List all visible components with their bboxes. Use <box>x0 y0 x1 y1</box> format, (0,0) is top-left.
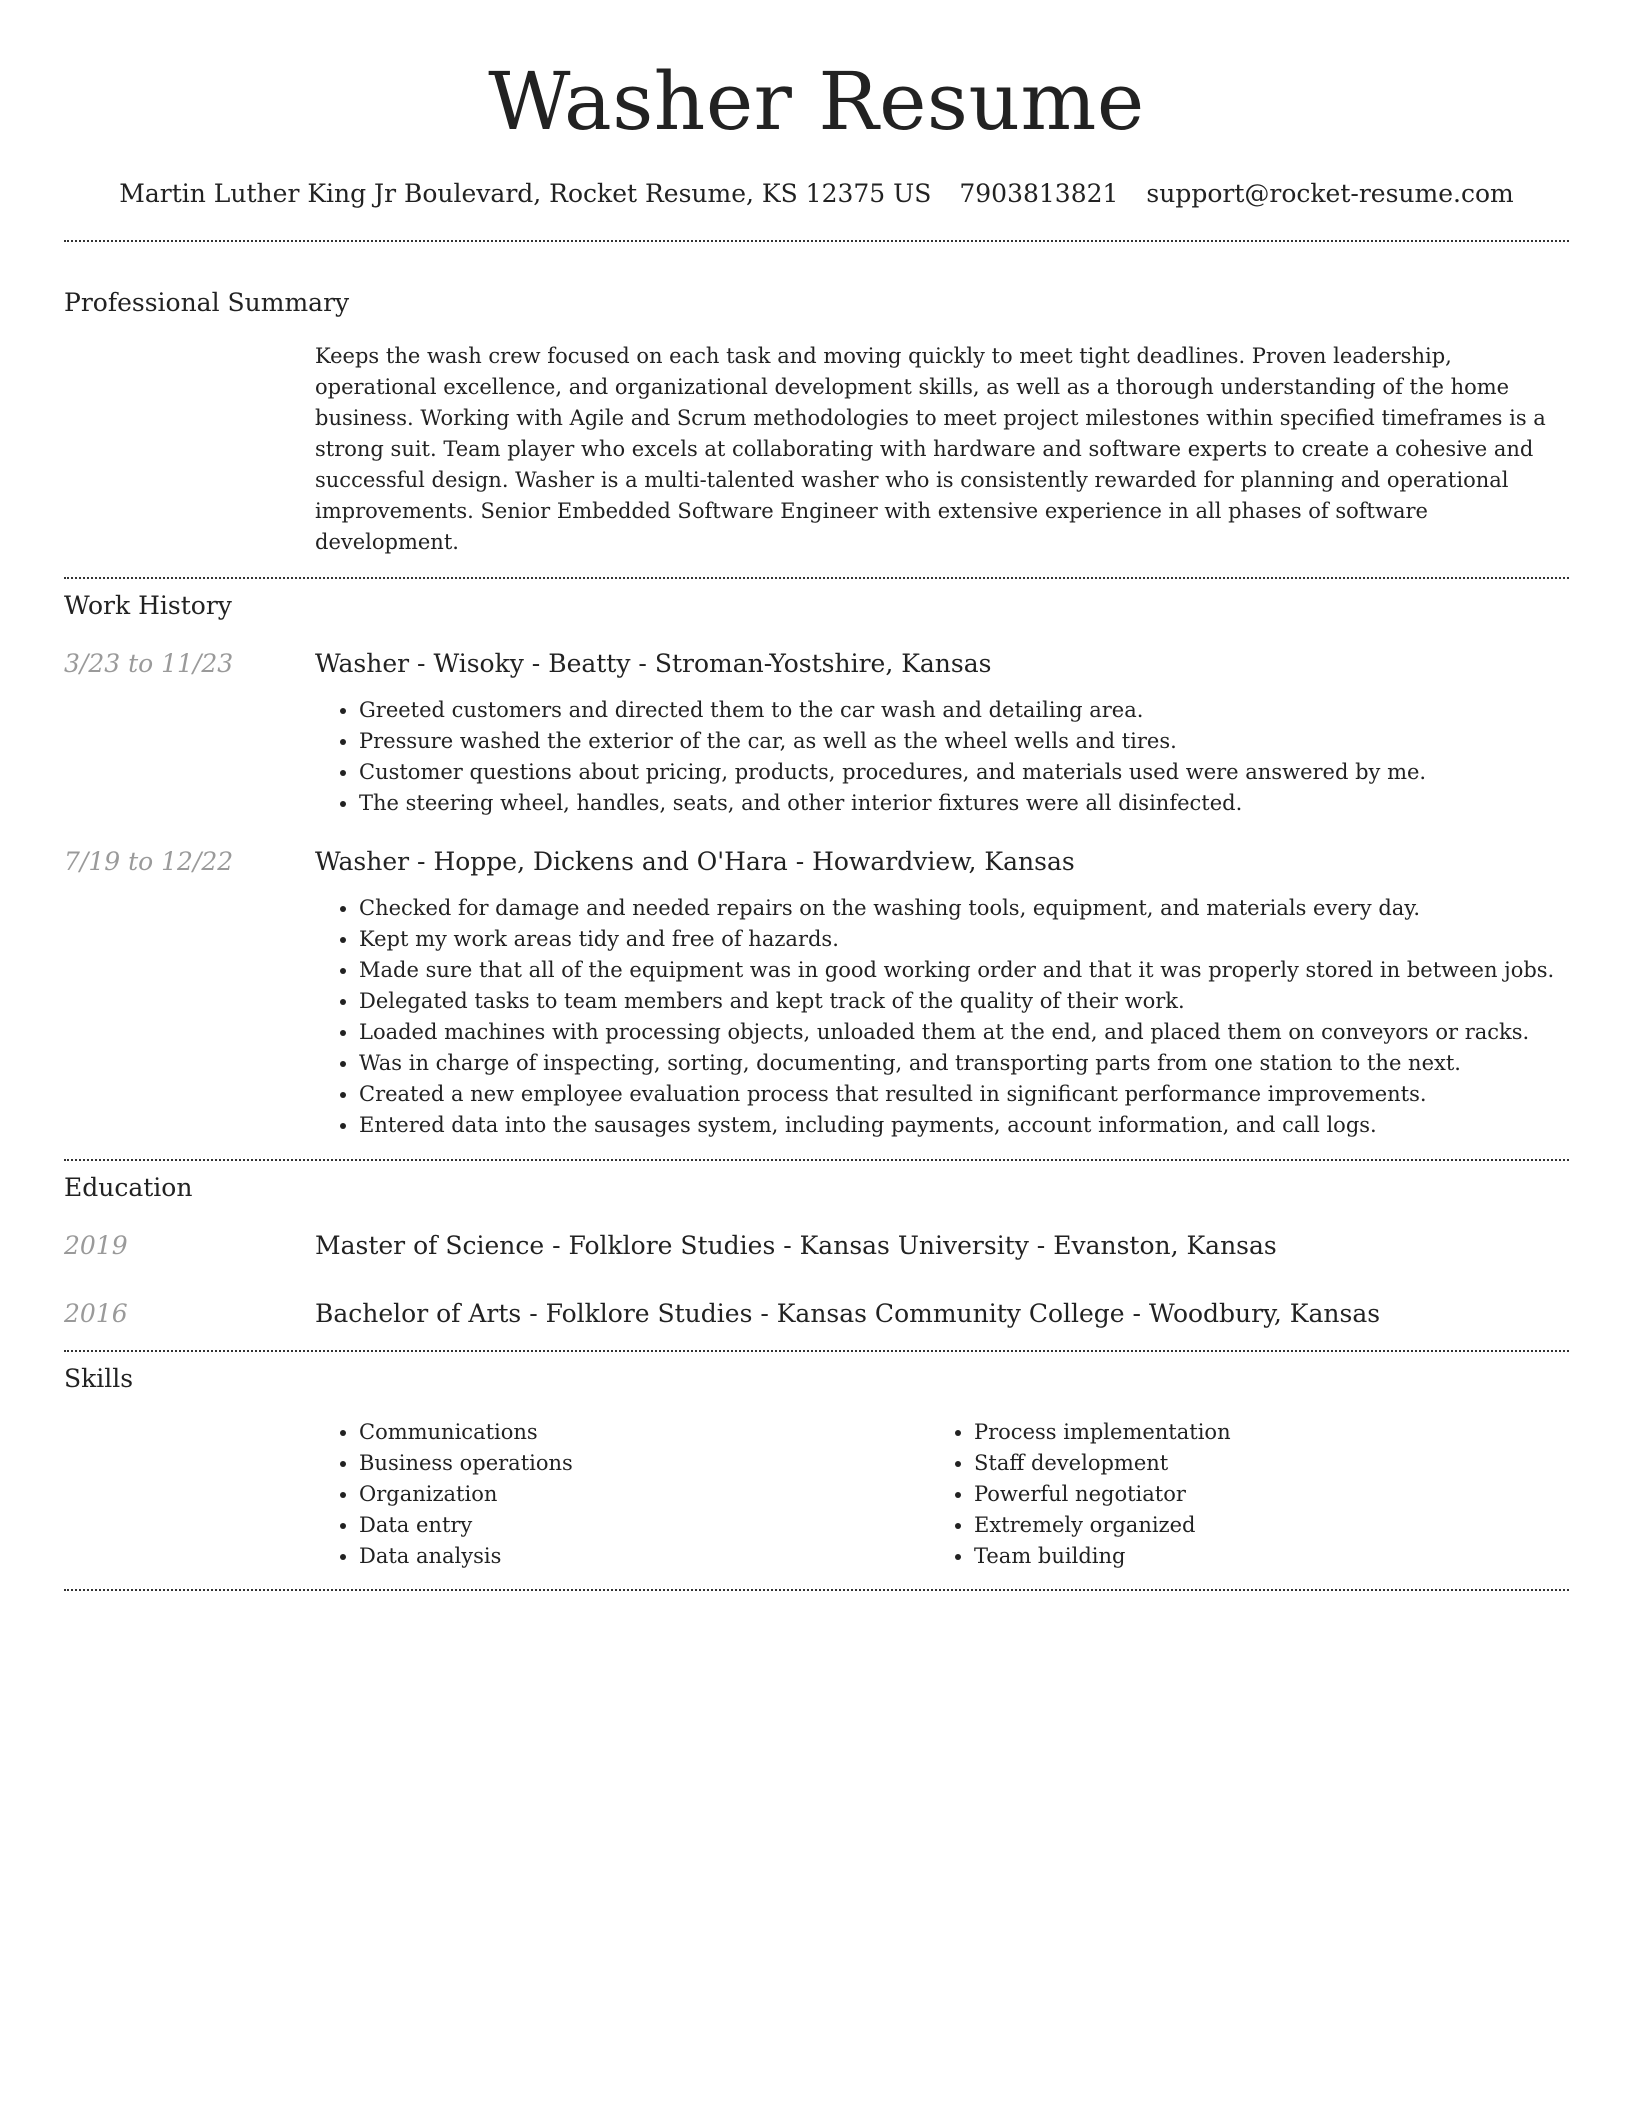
skill-item: • Team building <box>974 1541 1569 1572</box>
job-entry <box>64 648 1569 819</box>
divider <box>64 577 1569 579</box>
job-bullets <box>315 893 1569 1141</box>
education-degree: Master of Science - Folklore Studies - Kansas University - Evanston, Kansas <box>315 1231 1277 1260</box>
skill-item: • Data analysis <box>359 1541 930 1572</box>
section-title-summary: Professional Summary <box>64 288 350 317</box>
job-title: Washer - Wisoky - Beatty - Stroman-Yostshire, Kansas <box>315 649 992 678</box>
skills-list-right <box>930 1417 1569 1572</box>
summary-text: Keeps the wash crew focused on each task and moving quickly to meet tight deadlines. Proven leadership, operational excellence, and organizational development skills, as well as a thorough understanding of the home business. Working with Agile and Scrum methodologies to meet project milestones within specified timeframes is a strong suit. Team player who excels at collaborating with hardware and software experts to create a cohesive and successful design. Washer is a multi-talented washer who is consistently rewarded for planning and operational improvements. Senior Embedded Software Engineer with extensive experience in all phases of software development. <box>315 344 1546 554</box>
list-item: • Was in charge of inspecting, sorting, documenting, and transporting parts from one station to the next. <box>359 1048 1569 1079</box>
education-entry <box>64 1298 1569 1330</box>
skill-item: • Organization <box>359 1479 930 1510</box>
skill-item: • Extremely organized <box>974 1510 1569 1541</box>
divider <box>64 240 1569 242</box>
skills-list-left <box>315 1417 930 1572</box>
list-item: • Kept my work areas tidy and free of hazards. <box>359 924 1569 955</box>
list-item: • Entered data into the sausages system, including payments, account information, and call logs. <box>359 1110 1569 1141</box>
resume-page <box>64 0 1569 1591</box>
divider <box>64 1159 1569 1161</box>
section-title-work: Work History <box>64 591 232 620</box>
list-item: • Loaded machines with processing objects, unloaded them at the end, and placed them on conveyors or racks. <box>359 1017 1569 1048</box>
list-item: • Delegated tasks to team members and kept track of the quality of their work. <box>359 986 1569 1017</box>
section-title-skills: Skills <box>64 1364 134 1393</box>
list-item: • Made sure that all of the equipment was in good working order and that it was properly stored in between jobs. <box>359 955 1569 986</box>
divider <box>64 1350 1569 1352</box>
skills-row <box>64 1417 1569 1572</box>
contact-address: Martin Luther King Jr Boulevard, Rocket Resume, KS 12375 US <box>119 179 932 208</box>
skill-item: • Data entry <box>359 1510 930 1541</box>
job-dates: 3/23 to 11/23 <box>64 649 234 678</box>
list-item: • The steering wheel, handles, seats, and other interior fixtures were all disinfected. <box>359 788 1569 819</box>
list-item: • Customer questions about pricing, products, procedures, and materials used were answered by me. <box>359 757 1569 788</box>
skill-item: • Business operations <box>359 1448 930 1479</box>
education-year: 2016 <box>64 1299 128 1328</box>
contact-email: support@rocket-resume.com <box>1146 179 1514 208</box>
list-item: • Pressure washed the exterior of the car, as well as the wheel wells and tires. <box>359 726 1569 757</box>
job-bullets <box>315 695 1569 819</box>
job-dates: 7/19 to 12/22 <box>64 847 234 876</box>
job-title: Washer - Hoppe, Dickens and O'Hara - Howardview, Kansas <box>315 847 1075 876</box>
skill-item: • Communications <box>359 1417 930 1448</box>
list-item: • Greeted customers and directed them to the car wash and detailing area. <box>359 695 1569 726</box>
skill-item: • Staff development <box>974 1448 1569 1479</box>
contact-line <box>64 178 1569 210</box>
skill-item: • Process implementation <box>974 1417 1569 1448</box>
job-entry <box>64 846 1569 1141</box>
contact-phone: 7903813821 <box>959 179 1119 208</box>
divider <box>64 1589 1569 1591</box>
education-degree: Bachelor of Arts - Folklore Studies - Kansas Community College - Woodbury, Kansas <box>315 1299 1381 1328</box>
education-year: 2019 <box>64 1231 128 1260</box>
list-item: • Created a new employee evaluation process that resulted in significant performance improvements. <box>359 1079 1569 1110</box>
education-entry <box>64 1230 1569 1262</box>
skill-item: • Powerful negotiator <box>974 1479 1569 1510</box>
summary-row <box>64 341 1569 558</box>
list-item: • Checked for damage and needed repairs on the washing tools, equipment, and materials every day. <box>359 893 1569 924</box>
resume-title: Washer Resume <box>488 55 1145 148</box>
section-title-education: Education <box>64 1173 193 1202</box>
